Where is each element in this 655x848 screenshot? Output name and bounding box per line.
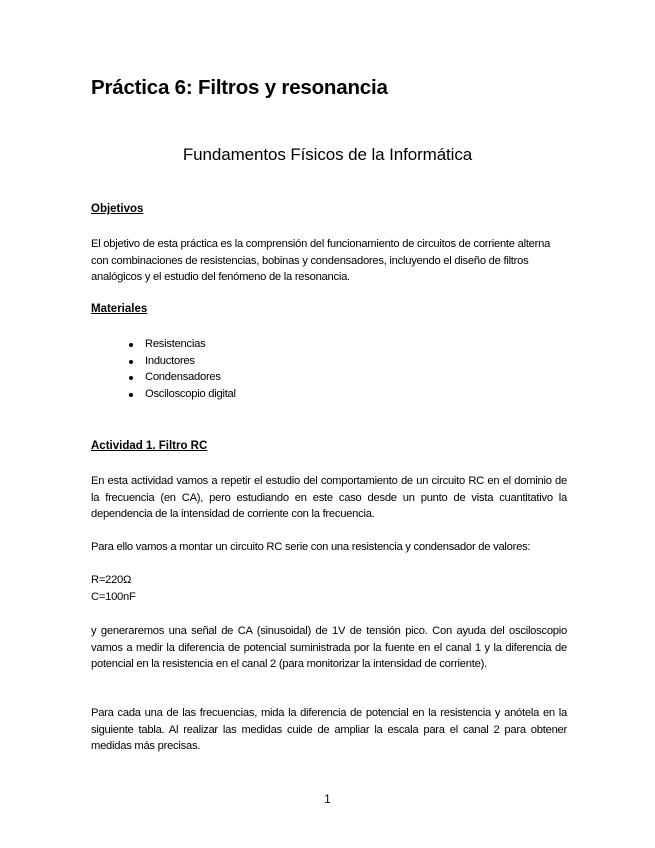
paragraph-objetivos: El objetivo de esta práctica es la comprensión del funcionamiento de circuitos de corriente alterna con combinaciones de resistencias, bobinas y condensadores, incluyendo el diseño de filtros analógicos y el estudio del fenómeno de la resonancia. [91, 238, 551, 283]
bullet-icon [129, 393, 133, 397]
paragraph-measurement: Para cada una de las frecuencias, mida la diferencia de potencial en la resistencia y anótela en la siguiente tabla. Al realizar las medidas cuide de ampliar la escala para el canal 2 para obtener medidas más precisas. [91, 707, 567, 752]
capacitance-value: C=100nF [91, 590, 136, 603]
heading-objetivos: Objetivos [91, 203, 144, 215]
list-item-label: Inductores [145, 354, 195, 367]
list-item [127, 369, 236, 386]
paragraph-circuit-setup: Para ello vamos a montar un circuito RC serie con una resistencia y condensador de valores: [91, 541, 531, 553]
component-values [91, 572, 136, 605]
list-item-label: Osciloscopio digital [145, 387, 236, 400]
list-item-label: Condensadores [145, 371, 221, 383]
materials-list [127, 336, 236, 402]
bullet-icon [129, 360, 133, 364]
heading-actividad-1: Actividad 1. Filtro RC [91, 440, 208, 452]
list-item [127, 353, 236, 370]
document-subtitle: Fundamentos Físicos de la Informática [182, 145, 473, 164]
paragraph-signal: y generaremos una señal de CA (sinusoidal) de 1V de tensión pico. Con ayuda del osciloscopio vamos a medir la diferencia de potencial suministrada por la fuente en el canal 1 y la diferencia de potencial en la resistencia en el canal 2 (para monitorizar la intensidad de corriente). [91, 625, 567, 670]
paragraph-actividad-intro: En esta actividad vamos a repetir el estudio del comportamiento de un circuito RC en el dominio de la frecuencia (en CA), pero estudiando en este caso desde un punto de vista cuantitativo la dependencia de la intensidad de corriente con la frecuencia. [91, 475, 567, 520]
bullet-icon [129, 376, 133, 380]
bullet-icon [129, 343, 133, 347]
list-item [127, 386, 236, 403]
list-item [127, 336, 236, 353]
heading-materiales: Materiales [91, 303, 148, 315]
page-number: 1 [324, 794, 331, 806]
document-title: Práctica 6: Filtros y resonancia [91, 76, 388, 99]
list-item-label: Resistencias [145, 338, 206, 350]
resistance-value: R=220Ω [91, 574, 132, 586]
